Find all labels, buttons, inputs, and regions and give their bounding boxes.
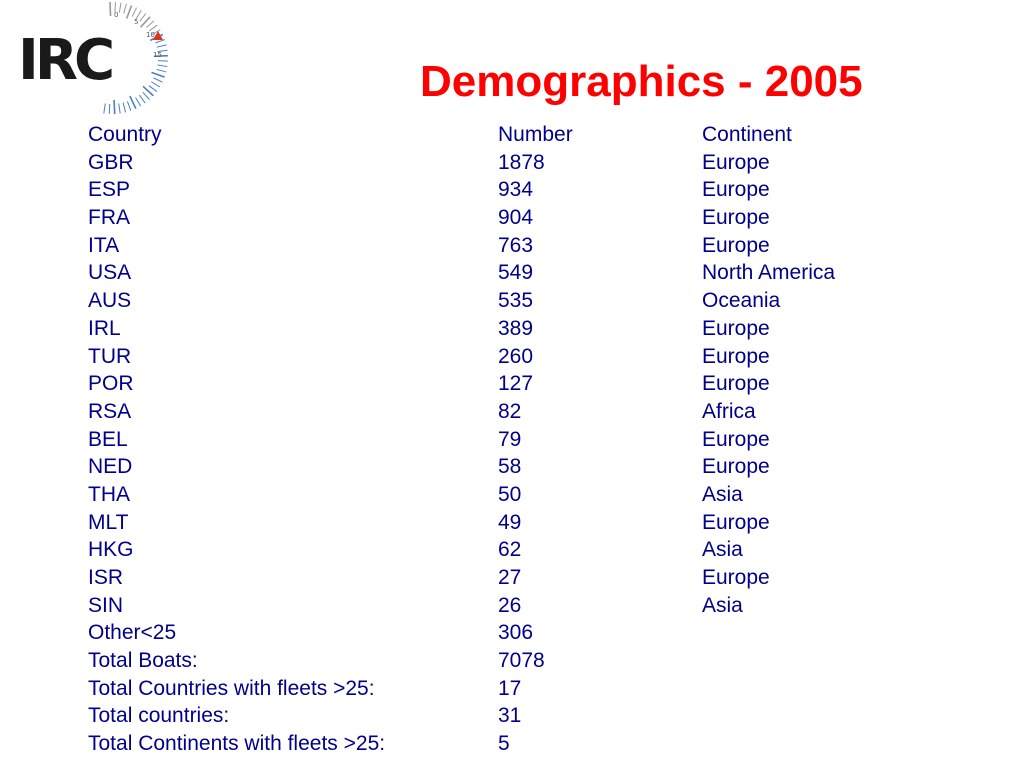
cell-country: NED <box>88 455 133 479</box>
logo-dial-tick <box>130 96 136 109</box>
logo-dial-tick <box>140 13 146 21</box>
logo-dial-tick <box>158 61 168 62</box>
cell-number: 763 <box>498 233 534 257</box>
cell-continent: Europe <box>702 206 770 230</box>
header-number: Number <box>498 123 573 146</box>
logo-tick-label: 0 <box>114 11 119 19</box>
cell-number: 26 <box>498 593 522 617</box>
summary-label: Total Continents with fleets >25: <box>88 732 386 756</box>
table-row <box>88 509 908 537</box>
cell-country: THA <box>88 482 130 506</box>
table-row <box>88 592 908 620</box>
cell-country: TUR <box>88 344 132 368</box>
summary-label: Total Countries with fleets >25: <box>88 676 375 700</box>
table-row <box>88 426 908 454</box>
cell-number: 58 <box>498 455 522 479</box>
table-row <box>88 343 908 371</box>
cell-number: 127 <box>498 372 534 396</box>
header-country: Country <box>88 123 162 146</box>
summary-label: Total Boats: <box>88 649 198 673</box>
table-row <box>88 287 908 315</box>
cell-continent: Europe <box>702 316 770 340</box>
irc-logo <box>0 0 182 122</box>
logo-dial-tick <box>157 69 167 71</box>
summary-value: 5 <box>498 732 510 756</box>
summary-row <box>88 730 908 758</box>
header-continent: Continent <box>702 123 792 146</box>
table-row <box>88 315 908 343</box>
logo-dial-tick <box>139 95 145 103</box>
cell-number: 1878 <box>498 150 545 174</box>
cell-number: 62 <box>498 538 522 562</box>
cell-continent: Europe <box>702 510 770 534</box>
table-row <box>88 536 908 564</box>
cell-country: HKG <box>88 538 134 562</box>
cell-country: GBR <box>88 150 134 174</box>
logo-dial-tick <box>157 65 167 67</box>
cell-continent: Europe <box>702 233 770 257</box>
summary-value: 7078 <box>498 649 545 673</box>
table-row <box>88 176 908 204</box>
logo-dial-tick <box>151 72 164 77</box>
cell-country: AUS <box>88 289 132 313</box>
table-row <box>88 149 908 177</box>
cell-country: POR <box>88 372 134 396</box>
cell-country: RSA <box>88 399 132 423</box>
cell-country: BEL <box>88 427 128 451</box>
cell-continent: Asia <box>702 593 743 617</box>
irc-logo-graphic <box>0 0 182 122</box>
logo-dial-tick <box>153 78 162 82</box>
table-row <box>88 259 908 287</box>
logo-dial-tick <box>136 98 141 107</box>
logo-dial-tick <box>155 40 164 43</box>
cell-number: 306 <box>498 621 534 645</box>
table-row <box>88 481 908 509</box>
cell-country: MLT <box>88 510 129 534</box>
table-row <box>88 232 908 260</box>
cell-country: ISR <box>88 566 124 589</box>
logo-dial-tick <box>119 3 121 13</box>
cell-continent: North America <box>702 261 836 285</box>
summary-label: Total countries: <box>88 704 230 728</box>
logo-wordmark: IRC <box>18 28 112 93</box>
cell-continent: Europe <box>702 178 770 202</box>
logo-dial-tick <box>124 4 127 14</box>
table-row <box>88 619 908 647</box>
cell-number: 549 <box>498 261 534 285</box>
cell-country: SIN <box>88 593 124 617</box>
cell-continent: Oceania <box>702 289 781 313</box>
cell-number: 82 <box>498 399 522 423</box>
logo-tick-label: 15 <box>153 51 162 59</box>
table-row <box>88 453 908 481</box>
cell-number: 260 <box>498 344 534 368</box>
summary-row <box>88 675 908 703</box>
logo-dial-tick <box>151 82 160 87</box>
table-row <box>88 370 908 398</box>
logo-dial-tick <box>149 86 157 92</box>
table-row <box>88 564 908 592</box>
cell-number: 49 <box>498 510 522 534</box>
cell-country: USA <box>88 261 132 285</box>
logo-dial-tick <box>143 92 150 99</box>
cell-continent: Asia <box>702 482 743 506</box>
logo-tick-label: 10 <box>146 31 155 39</box>
summary-value: 17 <box>498 676 522 700</box>
logo-dial-tick <box>119 104 120 114</box>
table-header-row <box>88 121 908 149</box>
logo-dial-tick <box>114 100 115 114</box>
cell-country: ESP <box>88 178 131 202</box>
table-row <box>88 398 908 426</box>
logo-dial-tick <box>127 101 130 110</box>
summary-value: 31 <box>498 704 522 728</box>
cell-number: 389 <box>498 316 534 340</box>
logo-tick-label: 5 <box>134 18 139 26</box>
summary-row <box>88 702 908 730</box>
logo-dial-tick <box>127 6 132 19</box>
cell-country: FRA <box>88 206 130 230</box>
cell-continent: Europe <box>702 344 770 368</box>
cell-continent: Europe <box>702 566 770 589</box>
cell-number: 27 <box>498 566 522 589</box>
cell-continent: Europe <box>702 455 770 479</box>
table-row <box>88 204 908 232</box>
logo-dial-tick <box>157 45 167 47</box>
cell-number: 934 <box>498 178 534 202</box>
demographics-table <box>88 121 908 758</box>
summary-row <box>88 647 908 675</box>
logo-dial-tick <box>123 103 125 113</box>
cell-continent: Asia <box>702 538 743 562</box>
cell-number: 79 <box>498 427 522 451</box>
cell-number: 50 <box>498 482 522 506</box>
cell-continent: Europe <box>702 372 770 396</box>
cell-country: IRL <box>88 316 121 340</box>
cell-continent: Europe <box>702 150 770 174</box>
logo-dial-tick <box>104 104 105 114</box>
cell-continent <box>702 619 908 647</box>
cell-country: ITA <box>88 233 120 257</box>
cell-number: 904 <box>498 206 534 230</box>
logo-dial-tick <box>146 21 153 28</box>
page-title: Demographics - 2005 <box>420 57 863 106</box>
logo-dial-tick <box>132 8 136 17</box>
cell-continent: Africa <box>702 399 756 423</box>
cell-continent: Europe <box>702 427 770 451</box>
cell-number: 535 <box>498 289 534 313</box>
cell-country: Other<25 <box>88 621 177 645</box>
